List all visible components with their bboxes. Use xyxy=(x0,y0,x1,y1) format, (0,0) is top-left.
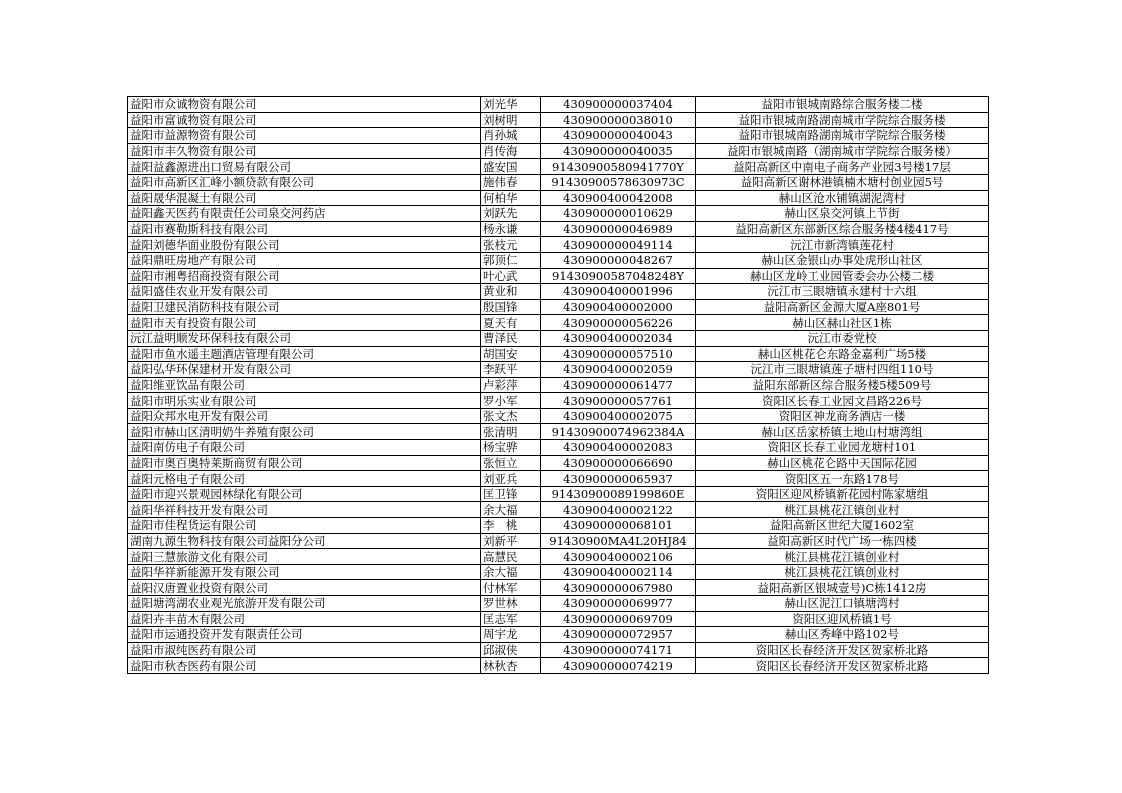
company-name-cell: 益阳市益源物资有限公司 xyxy=(128,128,481,144)
registration-code-cell: 430900000057510 xyxy=(541,346,696,362)
registration-code-cell: 430900000068101 xyxy=(541,518,696,534)
address-cell: 赫山区泥江口镇塘湾村 xyxy=(696,596,989,612)
address-cell: 赫山区岳家桥镇土地山村塘湾组 xyxy=(696,424,989,440)
legal-representative-cell: 张恒立 xyxy=(481,455,541,471)
company-name-cell: 益阳盛佳农业开发有限公司 xyxy=(128,284,481,300)
legal-representative-cell: 刘树明 xyxy=(481,112,541,128)
table-row xyxy=(128,393,989,409)
table-row xyxy=(128,237,989,253)
registration-code-cell: 430900000040043 xyxy=(541,128,696,144)
address-cell: 沅江市三眼塘镇永建村十六组 xyxy=(696,284,989,300)
table-row xyxy=(128,174,989,190)
legal-representative-cell: 林秋杏 xyxy=(481,658,541,674)
registration-code-cell: 430900000069977 xyxy=(541,596,696,612)
table-row xyxy=(128,455,989,471)
registry-table-body xyxy=(128,97,989,674)
company-name-cell: 益阳元格电子有限公司 xyxy=(128,471,481,487)
legal-representative-cell: 肖孙城 xyxy=(481,128,541,144)
address-cell: 桃江县桃花江镇创业村 xyxy=(696,564,989,580)
legal-representative-cell: 郭顶仁 xyxy=(481,252,541,268)
registration-code-cell: 91430900MA4L20HJ84 xyxy=(541,533,696,549)
legal-representative-cell: 杨宝骅 xyxy=(481,440,541,456)
legal-representative-cell: 余大福 xyxy=(481,502,541,518)
address-cell: 赫山区沧水铺镇湖泥湾村 xyxy=(696,190,989,206)
table-row xyxy=(128,596,989,612)
legal-representative-cell: 李跃平 xyxy=(481,362,541,378)
table-row xyxy=(128,486,989,502)
company-name-cell: 益阳市运通投资开发有限责任公司 xyxy=(128,627,481,643)
company-name-cell: 益阳南仿电子有限公司 xyxy=(128,440,481,456)
legal-representative-cell: 高慧民 xyxy=(481,549,541,565)
registration-code-cell: 430900000066690 xyxy=(541,455,696,471)
registration-code-cell: 430900000037404 xyxy=(541,97,696,113)
table-row xyxy=(128,627,989,643)
registration-code-cell: 430900400002114 xyxy=(541,564,696,580)
company-name-cell: 益阳市湘粤招商投资有限公司 xyxy=(128,268,481,284)
table-row xyxy=(128,611,989,627)
registry-sheet xyxy=(127,96,988,674)
company-name-cell: 益阳晟华混凝土有限公司 xyxy=(128,190,481,206)
company-name-cell: 益阳华祥科技开发有限公司 xyxy=(128,502,481,518)
table-row xyxy=(128,299,989,315)
registration-code-cell: 430900000057761 xyxy=(541,393,696,409)
table-row xyxy=(128,284,989,300)
registration-code-cell: 430900000065937 xyxy=(541,471,696,487)
address-cell: 赫山区赫山社区1栋 xyxy=(696,315,989,331)
company-name-cell: 益阳市众诚物资有限公司 xyxy=(128,97,481,113)
company-name-cell: 益阳市鱼水遥主题酒店管理有限公司 xyxy=(128,346,481,362)
legal-representative-cell: 盛安国 xyxy=(481,159,541,175)
company-name-cell: 益阳汉唐置业投资有限公司 xyxy=(128,580,481,596)
table-row xyxy=(128,564,989,580)
table-row xyxy=(128,159,989,175)
table-row xyxy=(128,518,989,534)
company-name-cell: 益阳市赛勒斯科技有限公司 xyxy=(128,221,481,237)
registration-code-cell: 430900000048267 xyxy=(541,252,696,268)
table-row xyxy=(128,424,989,440)
table-row xyxy=(128,533,989,549)
address-cell: 益阳高新区东部新区综合服务楼4楼417号 xyxy=(696,221,989,237)
table-row xyxy=(128,128,989,144)
legal-representative-cell: 夏天有 xyxy=(481,315,541,331)
company-name-cell: 益阳市天有投资有限公司 xyxy=(128,315,481,331)
registration-code-cell: 91430900580941770Y xyxy=(541,159,696,175)
address-cell: 益阳东部新区综合服务楼5楼509号 xyxy=(696,377,989,393)
table-row xyxy=(128,377,989,393)
company-name-cell: 益阳市丰久物资有限公司 xyxy=(128,143,481,159)
table-row xyxy=(128,440,989,456)
address-cell: 沅江市委党校 xyxy=(696,330,989,346)
table-row xyxy=(128,221,989,237)
company-name-cell: 益阳市迎兴景观园林绿化有限公司 xyxy=(128,486,481,502)
address-cell: 沅江市新湾镇莲花村 xyxy=(696,237,989,253)
table-row xyxy=(128,346,989,362)
address-cell: 资阳区神龙商务酒店一楼 xyxy=(696,408,989,424)
company-name-cell: 益阳塘湾湖农业观光旅游开发有限公司 xyxy=(128,596,481,612)
table-row xyxy=(128,97,989,113)
legal-representative-cell: 卢彩萍 xyxy=(481,377,541,393)
registration-code-cell: 430900000072957 xyxy=(541,627,696,643)
company-name-cell: 益阳市赫山区清明奶牛养殖有限公司 xyxy=(128,424,481,440)
registration-code-cell: 430900000067980 xyxy=(541,580,696,596)
company-name-cell: 益阳鼎旺房地产有限公司 xyxy=(128,252,481,268)
legal-representative-cell: 周宇龙 xyxy=(481,627,541,643)
legal-representative-cell: 肖传海 xyxy=(481,143,541,159)
company-name-cell: 沅江益明顺发环保科技有限公司 xyxy=(128,330,481,346)
company-name-cell: 益阳市佳程货运有限公司 xyxy=(128,518,481,534)
registration-code-cell: 430900000074171 xyxy=(541,642,696,658)
registration-code-cell: 430900400002059 xyxy=(541,362,696,378)
company-name-cell: 益阳维亚饮品有限公司 xyxy=(128,377,481,393)
registration-code-cell: 430900400002106 xyxy=(541,549,696,565)
address-cell: 益阳市银城南路（湖南城市学院综合服务楼） xyxy=(696,143,989,159)
registration-code-cell: 430900400002075 xyxy=(541,408,696,424)
company-name-cell: 益阳众邦水电开发有限公司 xyxy=(128,408,481,424)
legal-representative-cell: 匡志军 xyxy=(481,611,541,627)
address-cell: 沅江市三眼塘镇莲子塘村四组110号 xyxy=(696,362,989,378)
address-cell: 资阳区长春经济开发区贺家桥北路 xyxy=(696,658,989,674)
address-cell: 益阳高新区世纪大厦1602室 xyxy=(696,518,989,534)
address-cell: 资阳区迎风桥镇1号 xyxy=(696,611,989,627)
company-name-cell: 益阳益鑫源进出口贸易有限公司 xyxy=(128,159,481,175)
registration-code-cell: 430900000056226 xyxy=(541,315,696,331)
address-cell: 益阳高新区银城壹号)C栋1412房 xyxy=(696,580,989,596)
registration-code-cell: 430900000069709 xyxy=(541,611,696,627)
address-cell: 益阳高新区谢林港镇楠木塘村创业园5号 xyxy=(696,174,989,190)
registration-code-cell: 430900000061477 xyxy=(541,377,696,393)
registration-code-cell: 91430900074962384A xyxy=(541,424,696,440)
address-cell: 益阳高新区时代广场一栋四楼 xyxy=(696,533,989,549)
legal-representative-cell: 刘亚兵 xyxy=(481,471,541,487)
registration-code-cell: 430900000049114 xyxy=(541,237,696,253)
legal-representative-cell: 张清明 xyxy=(481,424,541,440)
legal-representative-cell: 付林军 xyxy=(481,580,541,596)
address-cell: 资阳区五一东路178号 xyxy=(696,471,989,487)
registration-code-cell: 430900000040035 xyxy=(541,143,696,159)
company-name-cell: 益阳卉丰苗木有限公司 xyxy=(128,611,481,627)
company-name-cell: 益阳弘华环保建材开发有限公司 xyxy=(128,362,481,378)
registration-code-cell: 430900400002083 xyxy=(541,440,696,456)
address-cell: 益阳高新区金源大厦A座801号 xyxy=(696,299,989,315)
legal-representative-cell: 叶心武 xyxy=(481,268,541,284)
address-cell: 桃江县桃花江镇创业村 xyxy=(696,502,989,518)
legal-representative-cell: 胡国安 xyxy=(481,346,541,362)
address-cell: 资阳区长春经济开发区贺家桥北路 xyxy=(696,642,989,658)
table-row xyxy=(128,268,989,284)
legal-representative-cell: 曹泽民 xyxy=(481,330,541,346)
legal-representative-cell: 刘新平 xyxy=(481,533,541,549)
company-name-cell: 益阳市奥百奥特莱斯商贸有限公司 xyxy=(128,455,481,471)
company-name-cell: 益阳市富诚物资有限公司 xyxy=(128,112,481,128)
address-cell: 益阳市银城南路湖南城市学院综合服务楼 xyxy=(696,112,989,128)
address-cell: 益阳市银城南路综合服务楼二楼 xyxy=(696,97,989,113)
address-cell: 赫山区桃花仑东路金嘉利广场5楼 xyxy=(696,346,989,362)
registration-code-cell: 430900400002000 xyxy=(541,299,696,315)
table-row xyxy=(128,143,989,159)
address-cell: 益阳市银城南路湖南城市学院综合服务楼 xyxy=(696,128,989,144)
table-row xyxy=(128,190,989,206)
legal-representative-cell: 张枝元 xyxy=(481,237,541,253)
company-name-cell: 益阳三慧旅游文化有限公司 xyxy=(128,549,481,565)
company-name-cell: 益阳卫建民消防科技有限公司 xyxy=(128,299,481,315)
legal-representative-cell: 匡卫锋 xyxy=(481,486,541,502)
registration-code-cell: 91430900587048248Y xyxy=(541,268,696,284)
registration-code-cell: 430900400001996 xyxy=(541,284,696,300)
legal-representative-cell: 李 桃 xyxy=(481,518,541,534)
table-row xyxy=(128,112,989,128)
company-name-cell: 益阳市淑纯医药有限公司 xyxy=(128,642,481,658)
address-cell: 资阳区迎风桥镇新花园村陈家塘组 xyxy=(696,486,989,502)
legal-representative-cell: 余大福 xyxy=(481,564,541,580)
company-registry-table xyxy=(127,96,989,674)
address-cell: 资阳区长春工业园龙塘村101 xyxy=(696,440,989,456)
legal-representative-cell: 黄业和 xyxy=(481,284,541,300)
legal-representative-cell: 何柏华 xyxy=(481,190,541,206)
legal-representative-cell: 刘跃先 xyxy=(481,206,541,222)
legal-representative-cell: 刘光华 xyxy=(481,97,541,113)
company-name-cell: 湖南九源生物科技有限公司益阳分公司 xyxy=(128,533,481,549)
table-row xyxy=(128,330,989,346)
registration-code-cell: 430900000046989 xyxy=(541,221,696,237)
company-name-cell: 益阳市高新区汇峰小额贷款有限公司 xyxy=(128,174,481,190)
legal-representative-cell: 张文杰 xyxy=(481,408,541,424)
registration-code-cell: 430900400002122 xyxy=(541,502,696,518)
company-name-cell: 益阳市明乐实业有限公司 xyxy=(128,393,481,409)
company-name-cell: 益阳鑫天医药有限责任公司泉交河药店 xyxy=(128,206,481,222)
registration-code-cell: 91430900089199860E xyxy=(541,486,696,502)
address-cell: 赫山区桃花仑路中天国际花园 xyxy=(696,455,989,471)
table-row xyxy=(128,549,989,565)
registration-code-cell: 430900000010629 xyxy=(541,206,696,222)
company-name-cell: 益阳刘德华面业股份有限公司 xyxy=(128,237,481,253)
address-cell: 赫山区秀峰中路102号 xyxy=(696,627,989,643)
table-row xyxy=(128,642,989,658)
legal-representative-cell: 罗世林 xyxy=(481,596,541,612)
table-row xyxy=(128,658,989,674)
table-row xyxy=(128,471,989,487)
table-row xyxy=(128,408,989,424)
registration-code-cell: 430900000074219 xyxy=(541,658,696,674)
table-row xyxy=(128,315,989,331)
table-row xyxy=(128,362,989,378)
table-row xyxy=(128,252,989,268)
registration-code-cell: 430900400002034 xyxy=(541,330,696,346)
registration-code-cell: 91430900578630973C xyxy=(541,174,696,190)
address-cell: 益阳高新区中南电子商务产业园3号楼17层 xyxy=(696,159,989,175)
address-cell: 赫山区龙岭工业园管委会办公楼二楼 xyxy=(696,268,989,284)
legal-representative-cell: 邱淑侠 xyxy=(481,642,541,658)
address-cell: 赫山区泉交河镇上节街 xyxy=(696,206,989,222)
table-row xyxy=(128,502,989,518)
address-cell: 资阳区长春工业园文昌路226号 xyxy=(696,393,989,409)
legal-representative-cell: 罗小军 xyxy=(481,393,541,409)
legal-representative-cell: 施伟春 xyxy=(481,174,541,190)
legal-representative-cell: 殷国锋 xyxy=(481,299,541,315)
address-cell: 赫山区金银山办事处虎形山社区 xyxy=(696,252,989,268)
company-name-cell: 益阳华祥新能源开发有限公司 xyxy=(128,564,481,580)
registration-code-cell: 430900000038010 xyxy=(541,112,696,128)
address-cell: 桃江县桃花江镇创业村 xyxy=(696,549,989,565)
company-name-cell: 益阳市秋杏医药有限公司 xyxy=(128,658,481,674)
table-row xyxy=(128,206,989,222)
table-row xyxy=(128,580,989,596)
legal-representative-cell: 杨永谦 xyxy=(481,221,541,237)
registration-code-cell: 430900400042008 xyxy=(541,190,696,206)
